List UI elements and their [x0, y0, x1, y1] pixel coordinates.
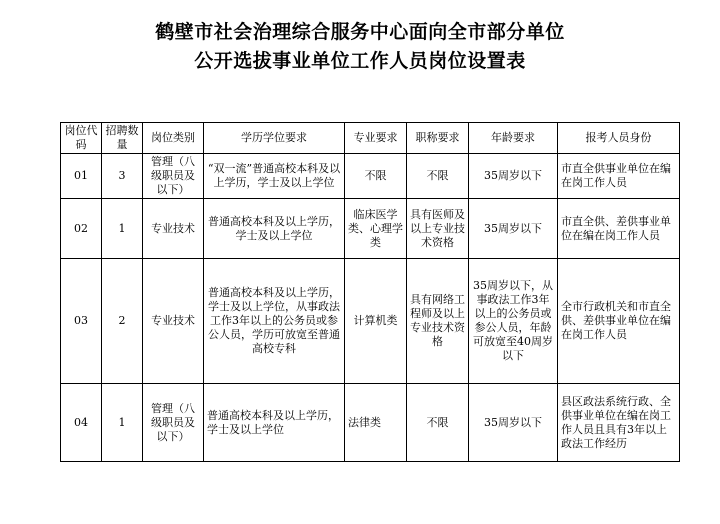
cell-major: 计算机类: [345, 259, 407, 384]
cell-count: 1: [102, 199, 143, 259]
cell-education: 普通高校本科及以上学历，学士及以上学位: [204, 384, 345, 462]
cell-count: 2: [102, 259, 143, 384]
cell-count: 3: [102, 154, 143, 199]
cell-education: 普通高校本科及以上学历，学士及以上学位，从事政法工作3年以上的公务员或参公人员，学历可放宽至普通高校专科: [204, 259, 345, 384]
cell-code: 02: [61, 199, 102, 259]
title-line-1: 鹤壁市社会治理综合服务中心面向全市部分单位: [155, 21, 565, 43]
cell-age: 35周岁以下: [469, 384, 558, 462]
header-cell-age: 年龄要求: [469, 123, 558, 154]
header-cell-code: 岗位代码: [61, 123, 102, 154]
header-cell-category: 岗位类别: [143, 123, 204, 154]
cell-identity: 县区政法系统行政、全供事业单位在编在岗工作人员且具有3年以上政法工作经历: [558, 384, 680, 462]
cell-title: 具有医师及以上专业技术资格: [407, 199, 469, 259]
cell-title: 不限: [407, 384, 469, 462]
table-row: [61, 384, 680, 462]
cell-age: 35周岁以下: [469, 154, 558, 199]
cell-age: 35周岁以下，从事政法工作3年以上的公务员或参公人员，年龄可放宽至40周岁以下: [469, 259, 558, 384]
cell-identity: 市直全供、差供事业单位在编在岗工作人员: [558, 199, 680, 259]
cell-category: 管理（八级职员及以下）: [143, 384, 204, 462]
cell-identity: 市直全供事业单位在编在岗工作人员: [558, 154, 680, 199]
cell-count: 1: [102, 384, 143, 462]
cell-category: 专业技术: [143, 259, 204, 384]
cell-major: 临床医学类、心理学类: [345, 199, 407, 259]
cell-code: 04: [61, 384, 102, 462]
table-row: [61, 259, 680, 384]
cell-major: 不限: [345, 154, 407, 199]
header-cell-identity: 报考人员身份: [558, 123, 680, 154]
cell-category: 管理（八级职员及以下）: [143, 154, 204, 199]
cell-title: 不限: [407, 154, 469, 199]
table-row: [61, 199, 680, 259]
cell-education: 普通高校本科及以上学历，学士及以上学位: [204, 199, 345, 259]
table-header-row: [61, 123, 680, 154]
header-cell-education: 学历学位要求: [204, 123, 345, 154]
cell-identity: 全市行政机关和市直全供、差供事业单位在编在岗工作人员: [558, 259, 680, 384]
header-cell-title: 职称要求: [407, 123, 469, 154]
cell-major: 法律类: [345, 384, 407, 462]
header-cell-major: 专业要求: [345, 123, 407, 154]
cell-age: 35周岁以下: [469, 199, 558, 259]
table-row: [61, 154, 680, 199]
title-line-2: 公开选拔事业单位工作人员岗位设置表: [194, 50, 526, 72]
cell-education: “双一流”普通高校本科及以上学历，学士及以上学位: [204, 154, 345, 199]
cell-code: 01: [61, 154, 102, 199]
cell-title: 具有网络工程师及以上专业技术资格: [407, 259, 469, 384]
cell-category: 专业技术: [143, 199, 204, 259]
cell-code: 03: [61, 259, 102, 384]
document-title: [0, 18, 720, 76]
position-table: [60, 122, 680, 462]
header-cell-count: 招聘数量: [102, 123, 143, 154]
